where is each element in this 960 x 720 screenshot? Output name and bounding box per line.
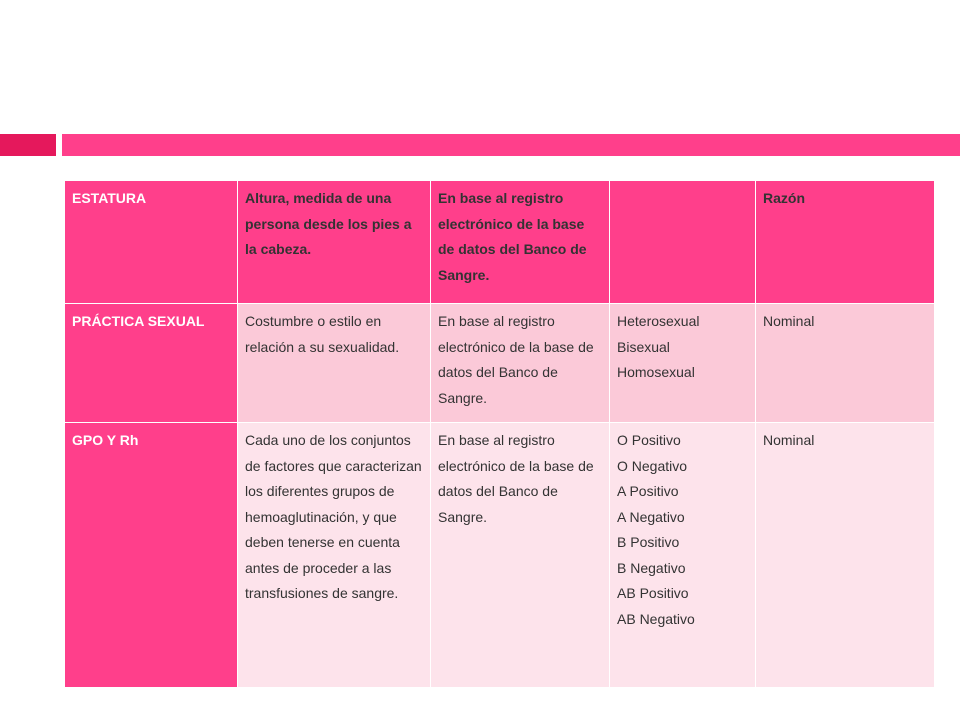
source-cell: En base al registro electrónico de la base de datos del Banco de Sangre.	[431, 423, 610, 688]
category-item: Heterosexual	[617, 313, 700, 329]
category-item: AB Positivo	[617, 585, 689, 601]
variable-name-cell: PRÁCTICA SEXUAL	[65, 304, 238, 423]
category-item: AB Negativo	[617, 610, 695, 627]
variable-name-cell: ESTATURA	[65, 181, 238, 304]
accent-bar-left	[0, 134, 56, 156]
source-cell: En base al registro electrónico de la base de datos del Banco de Sangre.	[431, 181, 610, 304]
definition-cell: Altura, medida de una persona desde los pies a la cabeza.	[238, 181, 431, 304]
scale-cell: Nominal	[756, 304, 935, 423]
table-row	[65, 181, 935, 304]
accent-bar-right	[62, 134, 960, 156]
category-item: Homosexual	[617, 364, 695, 380]
variables-table	[64, 180, 935, 688]
categories-cell	[610, 423, 756, 688]
category-item: O Negativo	[617, 457, 688, 474]
table-row	[65, 423, 935, 688]
variable-name-cell: GPO Y Rh	[65, 423, 238, 688]
category-item: B Positivo	[617, 534, 680, 550]
definition-cell: Cada uno de los conjuntos de factores que caracterizan los diferentes grupos de hemoaglutinación, y que deben tenerse en cuenta antes de proceder a las transfusiones de sangre.	[238, 423, 431, 688]
categories-cell	[610, 304, 756, 423]
scale-cell: Razón	[756, 181, 935, 304]
table-row	[65, 304, 935, 423]
category-item: O Positivo	[617, 432, 681, 448]
category-item: A Positivo	[617, 483, 679, 499]
scale-cell: Nominal	[756, 423, 935, 688]
definition-cell: Costumbre o estilo en relación a su sexualidad.	[238, 304, 431, 423]
category-item: A Negativo	[617, 508, 685, 525]
category-item: Bisexual	[617, 338, 670, 355]
category-item: B Negativo	[617, 559, 686, 576]
categories-cell	[610, 181, 756, 304]
source-cell: En base al registro electrónico de la base de datos del Banco de Sangre.	[431, 304, 610, 423]
